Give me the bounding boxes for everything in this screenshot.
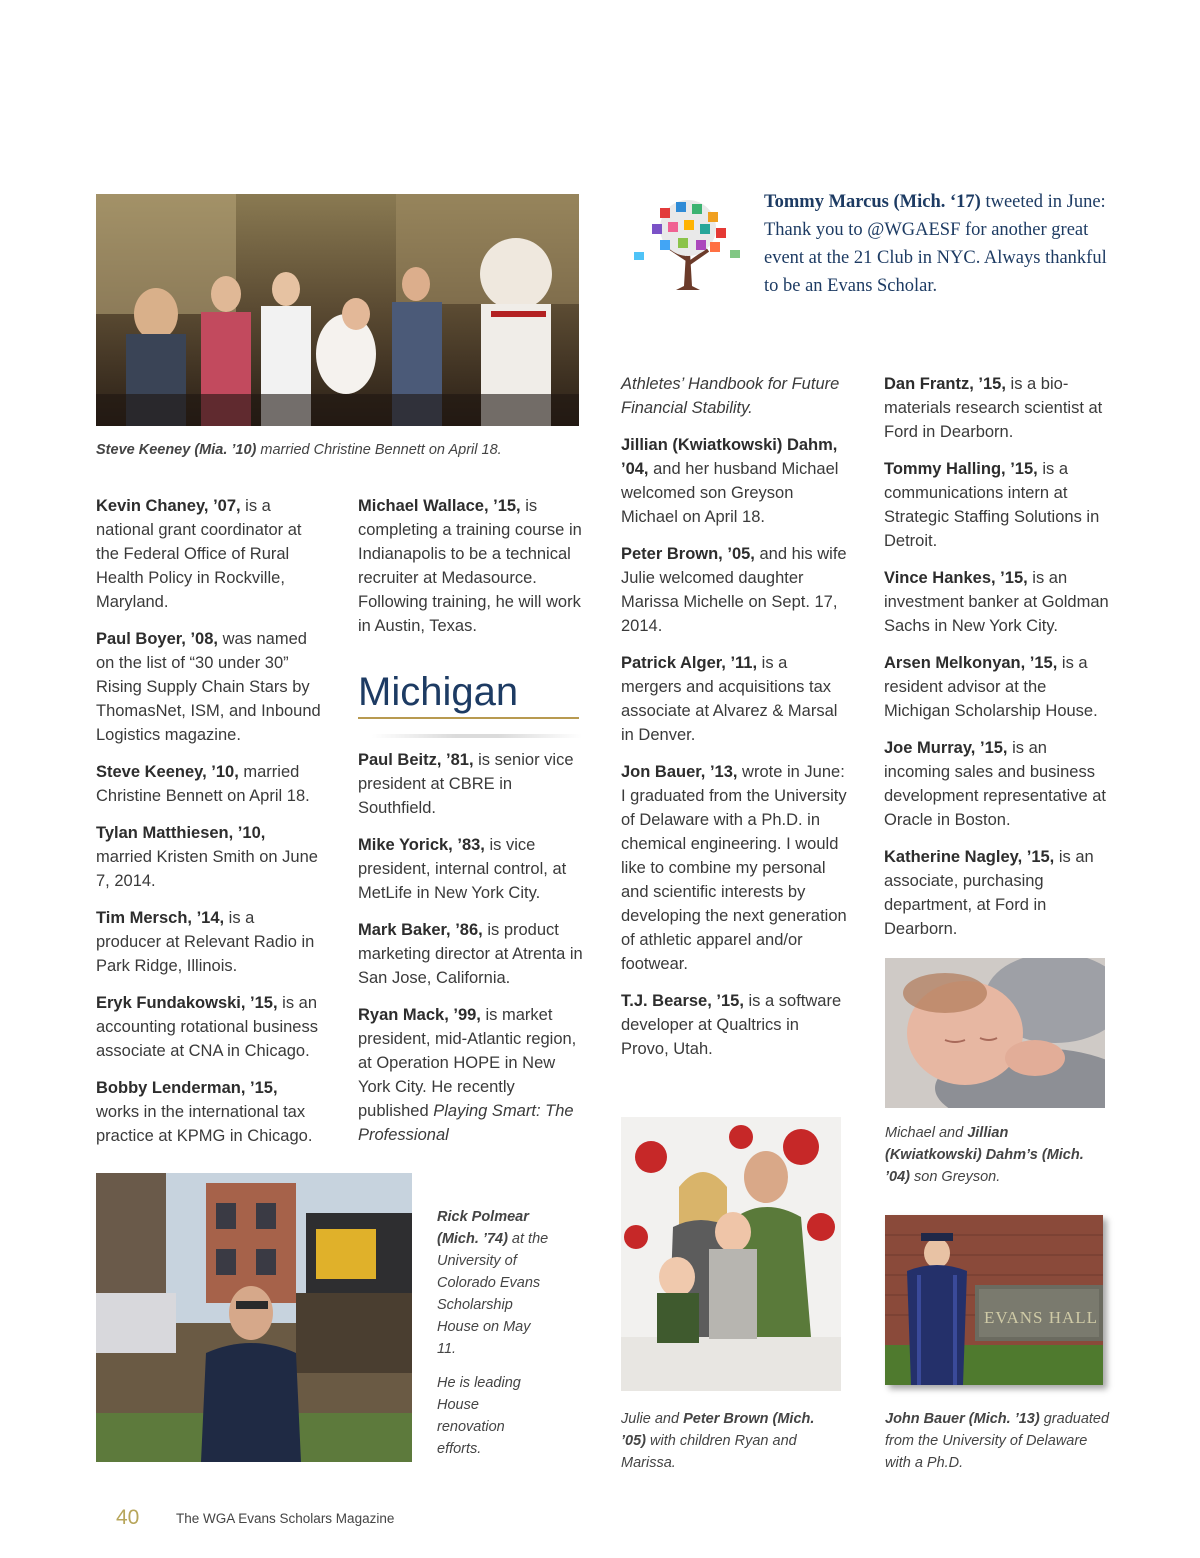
family-photo — [621, 1117, 841, 1391]
caption-name: Jillian (Kwiatkowski) Dahm’s (Mich. ’04) — [885, 1125, 1084, 1185]
note-name: Paul Beitz, ’81, — [358, 751, 474, 769]
caption-text: married Christine Bennett on April 18. — [256, 442, 502, 458]
tweet-text: tweeted in June: Thank you to @WGAESF for another great event at the 21 Club in NYC. Always thankful to be an Evans Scholar. — [764, 192, 1107, 296]
note-name: Tylan Matthiesen, ’10, — [96, 824, 266, 842]
note-name: Tim Mersch, ’14, — [96, 909, 225, 927]
note-text: is senior vice president at CBRE in Southfield. — [358, 751, 574, 817]
note-name: Ryan Mack, ’99, — [358, 1006, 481, 1024]
caption-para — [437, 1206, 549, 1360]
note-text: wrote in June: I graduated from the University of Delaware with a Ph.D. in chemical engineering. I would like to combine my personal and scientific interests by developing the next generation of athletic apparel and/or footwear. — [621, 763, 847, 973]
note-text: is a bio-materials research scientist at Ford in Dearborn. — [884, 375, 1103, 441]
class-note — [96, 1076, 324, 1148]
note-text: is market president, mid-Atlantic region, at Operation HOPE in New York City. He recently published — [358, 1006, 577, 1120]
section-heading-michigan: Michigan — [358, 670, 519, 714]
evans-hall-sign-text: EVANS HALL — [983, 1308, 1099, 1327]
note-text: is an investment banker at Goldman Sachs in New York City. — [884, 569, 1109, 635]
column-3 — [621, 372, 849, 1074]
class-note — [96, 494, 324, 614]
section-rule — [358, 717, 579, 719]
caption-name: Peter Brown (Mich. ’05) — [621, 1411, 815, 1449]
caption-para — [437, 1372, 549, 1460]
note-text: works in the international tax practice at KPMG in Chicago. — [96, 1103, 313, 1145]
note-text: is an associate, purchasing department, at Ford in Dearborn. — [884, 848, 1094, 938]
caption-text: at the University of Colorado Evans Scholarship House on May 11. — [437, 1231, 549, 1357]
note-name: Joe Murray, ’15, — [884, 739, 1008, 757]
book-title-continued: Athletes’ Handbook for Future Financial Stability. — [621, 375, 840, 417]
tree-icon — [630, 194, 748, 294]
class-note — [884, 736, 1109, 832]
graduation-photo-caption — [885, 1408, 1110, 1474]
wedding-photo-caption — [96, 439, 586, 461]
note-name: Jillian (Kwiatkowski) Dahm, ’04, — [621, 436, 838, 478]
caption-name: Rick Polmear (Mich. ’74) — [437, 1209, 529, 1247]
note-text: is an incoming sales and business development representative at Oracle in Boston. — [884, 739, 1106, 829]
note-name: T.J. Bearse, ’15, — [621, 992, 744, 1010]
class-note — [621, 760, 849, 976]
caption-text: He is leading House renovation efforts. — [437, 1375, 521, 1457]
class-note — [96, 991, 324, 1063]
wedding-party-photo — [96, 194, 579, 426]
note-name: Mike Yorick, ’83, — [358, 836, 485, 854]
note-text: and her husband Michael welcomed son Greyson Michael on April 18. — [621, 460, 839, 526]
note-name: Katherine Nagley, ’15, — [884, 848, 1055, 866]
note-name: Tommy Halling, ’15, — [884, 460, 1038, 478]
column-4 — [884, 372, 1109, 954]
note-name: Jon Bauer, ’13, — [621, 763, 738, 781]
note-text: married Christine Bennett on April 18. — [96, 763, 310, 805]
note-name: Bobby Lenderman, ’15, — [96, 1079, 278, 1097]
note-name: Vince Hankes, ’15, — [884, 569, 1028, 587]
page-number: 40 — [116, 1506, 140, 1529]
class-note — [96, 821, 324, 893]
note-text: and his wife Julie welcomed daughter Marissa Michelle on Sept. 17, 2014. — [621, 545, 847, 635]
class-note — [621, 433, 849, 529]
class-note — [358, 833, 583, 905]
note-text: is a producer at Relevant Radio in Park Ridge, Illinois. — [96, 909, 315, 975]
note-text: married Kristen Smith on June 7, 2014. — [96, 848, 318, 890]
section-rule-shadow — [372, 734, 582, 738]
class-note — [621, 651, 849, 747]
class-note — [96, 627, 324, 747]
class-note — [96, 760, 324, 808]
tweet-author: Tommy Marcus (Mich. ‘17) — [764, 192, 981, 212]
class-note — [621, 989, 849, 1061]
class-note — [884, 372, 1109, 444]
note-name: Paul Boyer, ’08, — [96, 630, 218, 648]
note-text: is a software developer at Qualtrics in Provo, Utah. — [621, 992, 842, 1058]
note-text: is a national grant coordinator at the Federal Office of Rural Health Policy in Rockville, Maryland. — [96, 497, 302, 611]
note-text: is an accounting rotational business associate at CNA in Chicago. — [96, 994, 318, 1060]
book-title: Playing Smart: The Professional — [358, 1102, 574, 1144]
note-text: is product marketing director at Atrenta in San Jose, California. — [358, 921, 583, 987]
class-note — [884, 566, 1109, 638]
note-name: Eryk Fundakowski, ’15, — [96, 994, 278, 1012]
baby-photo — [885, 958, 1105, 1108]
note-text: is a communications intern at Strategic Staffing Solutions in Detroit. — [884, 460, 1100, 550]
caption-text: son Greyson. — [910, 1169, 1001, 1185]
class-note — [96, 906, 324, 978]
class-note — [621, 542, 849, 638]
construction-site-photo — [96, 1173, 412, 1462]
column-2-bottom — [358, 748, 583, 1160]
polmear-photo-caption — [437, 1206, 549, 1472]
continued-book-title — [621, 372, 849, 420]
note-name: Peter Brown, ’05, — [621, 545, 755, 563]
note-name: Patrick Alger, ’11, — [621, 654, 758, 672]
note-name: Arsen Melkonyan, ’15, — [884, 654, 1058, 672]
graduation-photo — [885, 1215, 1103, 1385]
baby-photo-caption — [885, 1122, 1100, 1188]
note-name: Kevin Chaney, ’07, — [96, 497, 241, 515]
caption-text: with children Ryan and Marissa. — [621, 1433, 797, 1471]
note-text: was named on the list of “30 under 30” Rising Supply Chain Stars by ThomasNet, ISM, and Inbound Logistics magazine. — [96, 630, 321, 744]
magazine-title: The WGA Evans Scholars Magazine — [176, 1511, 395, 1526]
note-name: Dan Frantz, ’15, — [884, 375, 1006, 393]
class-note — [358, 918, 583, 990]
class-note — [884, 845, 1109, 941]
family-photo-caption — [621, 1408, 841, 1474]
class-note — [884, 457, 1109, 553]
note-text: is a mergers and acquisitions tax associate at Alvarez & Marsal in Denver. — [621, 654, 838, 744]
note-name: Steve Keeney, ’10, — [96, 763, 239, 781]
note-name: Mark Baker, ’86, — [358, 921, 483, 939]
class-note — [358, 748, 583, 820]
class-note — [358, 1003, 583, 1147]
caption-name: John Bauer (Mich. ’13) — [885, 1411, 1040, 1427]
note-text: is completing a training course in Indianapolis to be a technical recruiter at Medasource. Following training, he will work in Austin, Texas. — [358, 497, 582, 635]
note-text: is vice president, internal control, at MetLife in New York City. — [358, 836, 567, 902]
caption-pre: Michael and — [885, 1125, 968, 1141]
caption-text: graduated from the University of Delaware with a Ph.D. — [885, 1411, 1110, 1471]
note-text: is a resident advisor at the Michigan Scholarship House. — [884, 654, 1098, 720]
note-name: Michael Wallace, ’15, — [358, 497, 521, 515]
class-note — [884, 651, 1109, 723]
tweet-quote — [764, 188, 1124, 300]
column-1 — [96, 494, 324, 1161]
caption-pre: Julie and — [621, 1411, 684, 1427]
caption-name: Steve Keeney (Mia. ’10) — [96, 442, 257, 458]
column-2-top — [358, 494, 583, 651]
class-note — [358, 494, 583, 638]
